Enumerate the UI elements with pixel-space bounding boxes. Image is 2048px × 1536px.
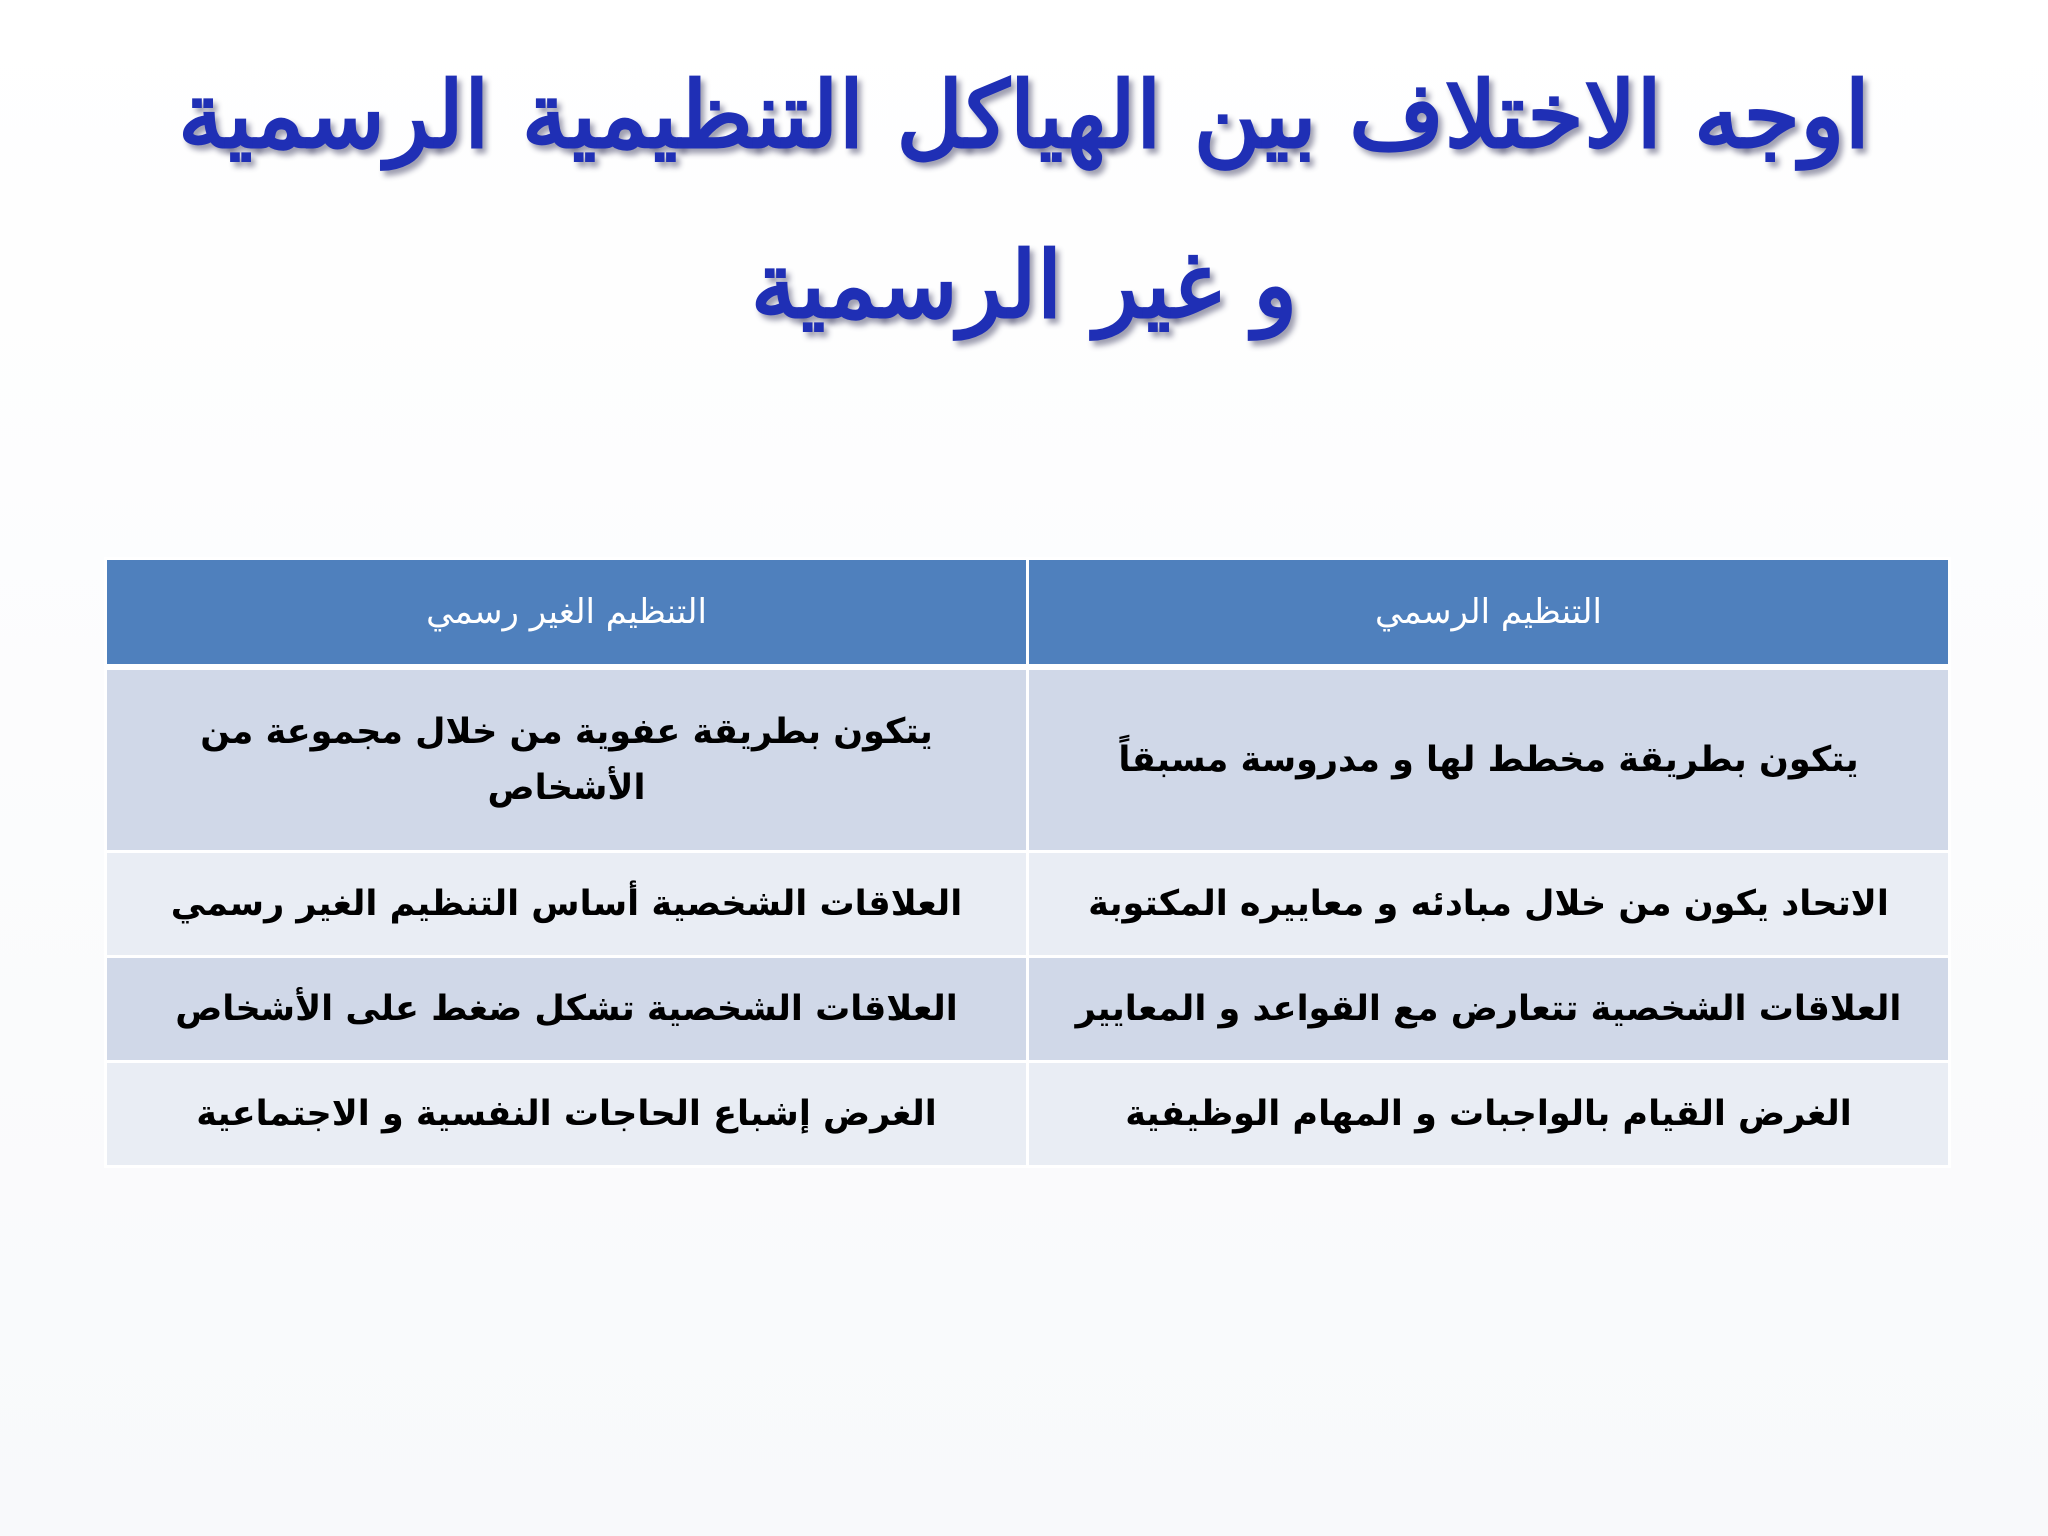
- table-row: [106, 1062, 1950, 1167]
- cell-formal: الاتحاد يكون من خلال مبادئه و معاييره المكتوبة: [1028, 852, 1950, 957]
- table-row: [106, 957, 1950, 1062]
- title-line-2: و غير الرسمية: [750, 231, 1298, 339]
- header-formal: التنظيم الرسمي: [1028, 559, 1950, 668]
- comparison-table: [104, 557, 1951, 1168]
- cell-informal: يتكون بطريقة عفوية من خلال مجموعة من الأشخاص: [106, 667, 1028, 852]
- cell-formal: يتكون بطريقة مخطط لها و مدروسة مسبقاً: [1028, 667, 1950, 852]
- header-informal: التنظيم الغير رسمي: [106, 559, 1028, 668]
- slide-title: [100, 30, 1948, 370]
- cell-formal: العلاقات الشخصية تتعارض مع القواعد و المعايير: [1028, 957, 1950, 1062]
- table-row: [106, 667, 1950, 852]
- table-header-row: [106, 559, 1950, 668]
- cell-informal: العلاقات الشخصية تشكل ضغط على الأشخاص: [106, 957, 1028, 1062]
- table-row: [106, 852, 1950, 957]
- cell-informal: العلاقات الشخصية أساس التنظيم الغير رسمي: [106, 852, 1028, 957]
- cell-formal: الغرض القيام بالواجبات و المهام الوظيفية: [1028, 1062, 1950, 1167]
- title-line-1: اوجه الاختلاف بين الهياكل التنظيمية الرسمية: [177, 61, 1871, 169]
- cell-informal: الغرض إشباع الحاجات النفسية و الاجتماعية: [106, 1062, 1028, 1167]
